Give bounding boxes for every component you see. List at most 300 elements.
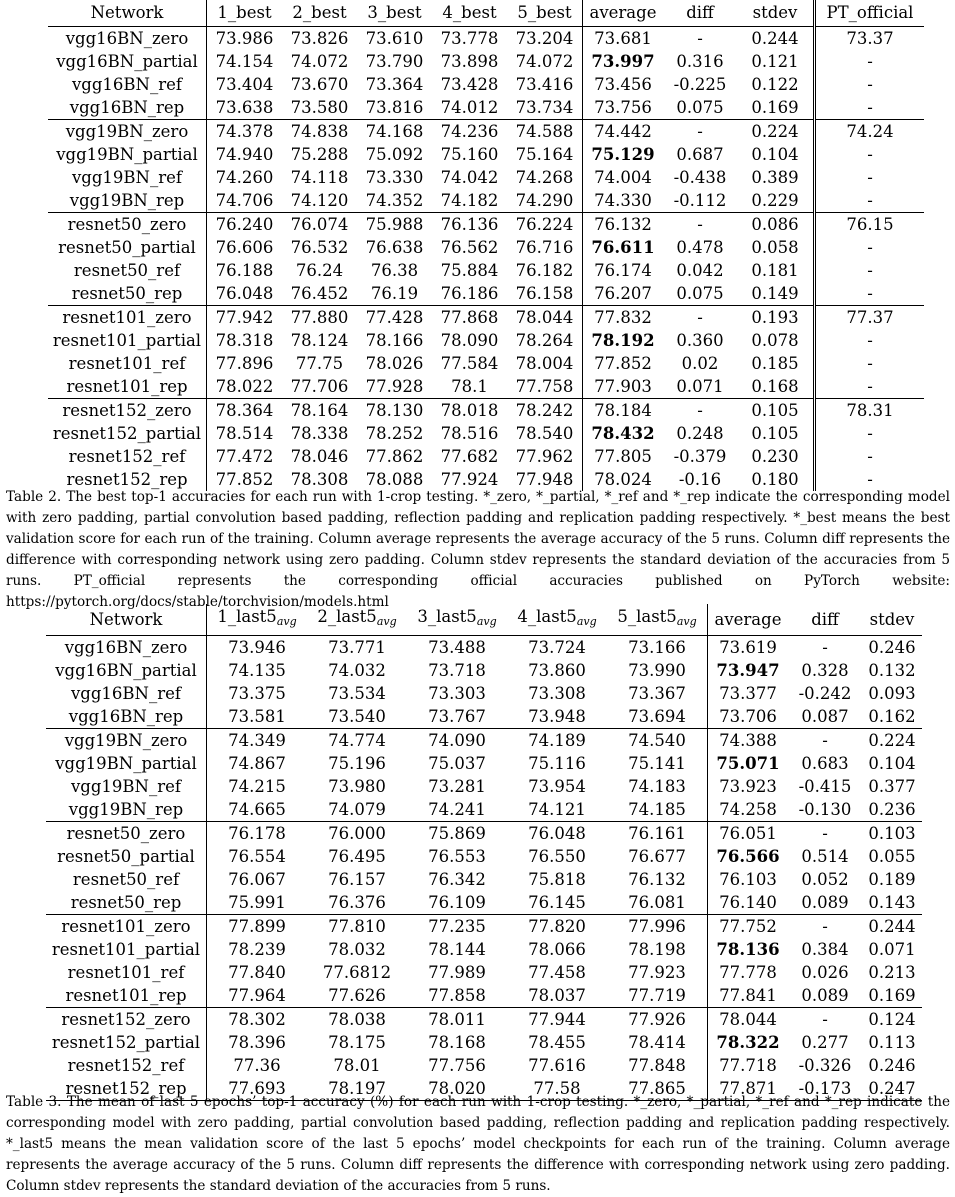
table-row: [46, 705, 922, 729]
run-value: 76.19: [370, 284, 419, 303]
run-value: 74.012: [440, 98, 499, 117]
run-value: 78.396: [207, 1031, 308, 1054]
network-name: vgg19BN_ref: [71, 168, 182, 187]
run-value: 74.349: [207, 729, 308, 753]
network-name: resnet50_ref: [72, 870, 180, 889]
diff-value: -: [788, 1008, 862, 1032]
diff-value: -: [663, 120, 737, 144]
run-value: 74.189: [507, 729, 607, 753]
run-value: 74.079: [328, 800, 386, 819]
network-name: resnet152_partial: [51, 1033, 201, 1052]
network-name: vgg19BN_rep: [69, 191, 185, 210]
run-value: 73.724: [528, 638, 586, 657]
table-3-caption: Table 3. The mean of last 5 epochs’ top-1 accuracy (%) for each run with 1-crop testing. *_zero, *_partial, *_ref and *_rep indicate the corresponding model with zero padding, partial convolution based padding, reflection padding and replication padding respectively. *_last5 means the mean validation score of the last 5 epochs’ model checkpoints for each run of the training. Column average represents the average accuracy of the 5 runs. Column diff represents the difference with corresponding network using zero padding. Column stdev represents the standard deviation of the accuracies from 5 runs.: [6, 1094, 950, 1194]
table-row: [48, 399, 924, 423]
network-name: vgg19BN_zero: [46, 729, 207, 753]
diff-value: 0.384: [801, 940, 849, 959]
column-header: 1_best: [207, 0, 283, 27]
network-name: resnet50_rep: [71, 284, 183, 303]
diff-value: -: [663, 306, 737, 330]
network-name: resnet152_rep: [66, 470, 188, 489]
table-row: [48, 259, 924, 282]
run-value: 77.626: [328, 986, 386, 1005]
run-value: 76.158: [515, 284, 574, 303]
network-name: resnet101_zero: [48, 306, 207, 330]
column-header: [307, 604, 407, 636]
run-value: 78.166: [365, 331, 424, 350]
run-value: 77.758: [515, 377, 574, 396]
run-value: 73.734: [515, 98, 574, 117]
table-row: [48, 143, 924, 166]
table-row: [46, 984, 922, 1008]
run-value: 73.718: [428, 661, 486, 680]
run-value: 78.239: [207, 938, 308, 961]
run-value: 77.584: [440, 354, 499, 373]
diff-value: 0.514: [801, 847, 849, 866]
stdev-value: 0.071: [868, 940, 916, 959]
average-value: 73.947: [708, 659, 789, 682]
run-value: 74.072: [515, 52, 574, 71]
run-value: 78.066: [528, 940, 586, 959]
run-value: 73.581: [207, 705, 308, 729]
stdev-value: 0.244: [751, 29, 799, 48]
diff-value: 0.248: [676, 424, 724, 443]
diff-value: 0.277: [801, 1033, 849, 1052]
run-value: 74.268: [515, 168, 574, 187]
network-name: vgg16BN_rep: [69, 98, 185, 117]
network-name: resnet152_zero: [46, 1008, 207, 1032]
run-value: 78.022: [207, 375, 283, 399]
run-value: 77.706: [290, 377, 349, 396]
run-value: 77.926: [607, 1008, 708, 1032]
run-value: 78.044: [507, 306, 583, 330]
run-value: 78.1: [451, 377, 488, 396]
run-value: 77.858: [428, 986, 486, 1005]
average-value: 78.184: [583, 399, 664, 423]
network-name: resnet152_rep: [46, 1077, 207, 1101]
run-value: 76.562: [440, 238, 499, 257]
column-header-subscript: avg: [276, 615, 297, 628]
table-row: [46, 1054, 922, 1077]
run-value: 74.706: [207, 189, 283, 213]
run-value: 77.820: [507, 915, 607, 939]
average-value: 74.442: [583, 120, 664, 144]
run-value: 73.638: [207, 96, 283, 120]
table-row: [46, 1008, 922, 1032]
diff-value: 0.042: [676, 261, 724, 280]
diff-value: 0.075: [676, 98, 724, 117]
run-value: 78.011: [407, 1008, 507, 1032]
network-name: vgg16BN_rep: [68, 707, 184, 726]
network-name: resnet50_partial: [57, 847, 195, 866]
run-value: 78.004: [515, 354, 574, 373]
average-value: 73.377: [708, 682, 789, 705]
run-value: 78.318: [207, 329, 283, 352]
pt-official-value: -: [815, 189, 925, 213]
stdev-value: 0.121: [751, 52, 799, 71]
diff-value: 0.052: [801, 870, 849, 889]
run-value: 76.495: [328, 847, 386, 866]
diff-value: -0.225: [673, 75, 727, 94]
run-value: 76.677: [628, 847, 686, 866]
run-value: 73.428: [440, 75, 499, 94]
run-value: 77.964: [207, 984, 308, 1008]
column-header: stdev: [737, 0, 815, 27]
table-row: [46, 822, 922, 846]
diff-value: -0.130: [798, 800, 852, 819]
run-value: 73.954: [528, 777, 586, 796]
run-value: 75.288: [290, 145, 349, 164]
diff-value: 0.089: [801, 893, 849, 912]
network-name: vgg19BN_ref: [70, 777, 181, 796]
run-value: 73.330: [365, 168, 424, 187]
table-3: [46, 604, 922, 1101]
average-value: 76.566: [708, 845, 789, 868]
stdev-value: 0.213: [868, 963, 916, 982]
run-value: 74.121: [528, 800, 586, 819]
run-value: 77.840: [207, 961, 308, 984]
column-header-text: 1_last5: [217, 607, 277, 626]
table-row: [46, 845, 922, 868]
column-header-text: 2_last5: [317, 607, 377, 626]
run-value: 73.860: [528, 661, 586, 680]
network-name: resnet50_rep: [70, 893, 182, 912]
run-value: 74.774: [307, 729, 407, 753]
diff-value: -: [788, 729, 862, 753]
average-value: 78.136: [708, 938, 789, 961]
pt-official-value: -: [815, 375, 925, 399]
stdev-value: 0.104: [868, 754, 916, 773]
run-value: 74.867: [207, 752, 308, 775]
average-value: 77.718: [708, 1054, 789, 1077]
network-name: vgg16BN_ref: [71, 75, 182, 94]
average-value: 75.071: [708, 752, 789, 775]
stdev-value: 0.246: [868, 1056, 916, 1075]
run-value: 73.375: [207, 682, 308, 705]
table-row: [46, 682, 922, 705]
run-value: 73.948: [528, 707, 586, 726]
average-value: 78.044: [708, 1008, 789, 1032]
run-value: 76.132: [628, 870, 686, 889]
stdev-value: 0.169: [868, 986, 916, 1005]
run-value: 77.719: [628, 986, 686, 1005]
network-name: vgg19BN_partial: [55, 754, 197, 773]
run-value: 77.756: [428, 1056, 486, 1075]
stdev-value: 0.122: [751, 75, 799, 94]
run-value: 73.816: [365, 98, 424, 117]
run-value: 77.235: [407, 915, 507, 939]
stdev-value: 0.149: [751, 284, 799, 303]
run-value: 73.610: [365, 29, 424, 48]
run-value: 78.175: [328, 1033, 386, 1052]
diff-value: -: [788, 822, 862, 846]
run-value: 78.197: [307, 1077, 407, 1101]
run-value: 73.771: [328, 638, 386, 657]
run-value: 76.136: [432, 213, 507, 237]
run-value: 74.236: [432, 120, 507, 144]
column-header: [507, 604, 607, 636]
average-value: 76.132: [583, 213, 664, 237]
average-value: 77.841: [708, 984, 789, 1008]
run-value: 76.000: [307, 822, 407, 846]
pt-official-value: -: [815, 96, 925, 120]
table-row: [46, 915, 922, 939]
average-value: 77.832: [583, 306, 664, 330]
run-value: 76.554: [207, 845, 308, 868]
column-header: diff: [788, 604, 862, 636]
network-name: resnet101_zero: [46, 915, 207, 939]
run-value: 76.240: [207, 213, 283, 237]
pt-official-value: -: [815, 143, 925, 166]
stdev-value: 0.113: [868, 1033, 916, 1052]
run-value: 77.962: [515, 447, 574, 466]
table-row: [46, 659, 922, 682]
run-value: 77.848: [628, 1056, 686, 1075]
pt-official-value: 78.31: [815, 399, 925, 423]
average-value: 77.871: [708, 1077, 789, 1101]
run-value: 78.516: [440, 424, 499, 443]
run-value: 77.880: [282, 306, 357, 330]
network-name: resnet152_ref: [68, 447, 186, 466]
table-3-block: [0, 604, 955, 1101]
average-value: 74.330: [583, 189, 664, 213]
diff-value: -0.379: [673, 447, 727, 466]
diff-value: -: [663, 213, 737, 237]
average-value: 73.923: [708, 775, 789, 798]
run-value: 73.670: [290, 75, 349, 94]
network-name: vgg16BN_zero: [64, 638, 188, 657]
run-value: 77.899: [207, 915, 308, 939]
stdev-value: 0.246: [868, 638, 916, 657]
stdev-value: 0.236: [868, 800, 916, 819]
table-row: [46, 868, 922, 891]
table-row: [48, 50, 924, 73]
average-value: 73.456: [583, 73, 664, 96]
table-row: [48, 27, 924, 51]
run-value: 73.303: [428, 684, 486, 703]
table-row: [46, 798, 922, 822]
average-value: 74.258: [708, 798, 789, 822]
table-row: [46, 775, 922, 798]
column-header: Network: [48, 0, 207, 27]
header-row: [48, 0, 924, 27]
network-name: resnet50_partial: [58, 238, 196, 257]
column-header-subscript: avg: [576, 615, 597, 628]
average-value: 73.997: [583, 50, 664, 73]
stdev-value: 0.124: [862, 1008, 922, 1032]
run-value: 76.074: [282, 213, 357, 237]
run-value: 76.081: [628, 893, 686, 912]
run-value: 78.302: [207, 1008, 308, 1032]
network-name: vgg16BN_ref: [70, 684, 181, 703]
run-value: 73.404: [207, 73, 283, 96]
run-value: 78.130: [357, 399, 432, 423]
diff-value: 0.02: [681, 354, 719, 373]
network-name: resnet101_ref: [68, 354, 186, 373]
stdev-value: 0.181: [751, 261, 799, 280]
run-value: 73.364: [365, 75, 424, 94]
stdev-value: 0.224: [862, 729, 922, 753]
run-value: 78.164: [282, 399, 357, 423]
run-value: 77.862: [365, 447, 424, 466]
run-value: 73.767: [428, 707, 486, 726]
run-value: 77.868: [432, 306, 507, 330]
run-value: 73.416: [515, 75, 574, 94]
run-value: 74.241: [428, 800, 486, 819]
run-value: 78.088: [365, 470, 424, 489]
network-name: resnet101_ref: [67, 963, 185, 982]
run-value: 78.364: [207, 399, 283, 423]
table-row: [48, 236, 924, 259]
average-value: 77.852: [583, 352, 664, 375]
run-value: 73.204: [515, 29, 574, 48]
stdev-value: 0.103: [862, 822, 922, 846]
run-value: 78.264: [515, 331, 574, 350]
run-value: 74.588: [507, 120, 583, 144]
run-value: 78.046: [290, 447, 349, 466]
diff-value: -: [663, 399, 737, 423]
run-value: 75.141: [628, 754, 686, 773]
diff-value: -0.16: [678, 470, 722, 489]
run-value: 76.716: [515, 238, 574, 257]
table-row: [48, 306, 924, 330]
stdev-value: 0.377: [868, 777, 916, 796]
average-value: 73.756: [583, 96, 664, 120]
run-value: 77.616: [528, 1056, 586, 1075]
stdev-value: 0.230: [751, 447, 799, 466]
network-name: vgg16BN_partial: [55, 661, 197, 680]
run-value: 78.090: [440, 331, 499, 350]
run-value: 74.090: [407, 729, 507, 753]
average-value: 75.129: [583, 143, 664, 166]
table-row: [48, 352, 924, 375]
run-value: 78.038: [307, 1008, 407, 1032]
column-header: average: [708, 604, 789, 636]
column-header: Network: [46, 604, 207, 636]
run-value: 78.455: [528, 1033, 586, 1052]
column-header: [607, 604, 708, 636]
run-value: 75.092: [365, 145, 424, 164]
stdev-value: 0.104: [751, 145, 799, 164]
column-header: diff: [663, 0, 737, 27]
run-value: 73.281: [428, 777, 486, 796]
diff-value: -0.173: [788, 1077, 862, 1101]
stdev-value: 0.229: [751, 191, 799, 210]
pt-official-value: 74.24: [815, 120, 925, 144]
run-value: 76.376: [328, 893, 386, 912]
run-value: 74.118: [290, 168, 349, 187]
run-value: 76.550: [528, 847, 586, 866]
pt-official-value: -: [815, 329, 925, 352]
run-value: 73.694: [628, 707, 686, 726]
run-value: 73.166: [628, 638, 686, 657]
run-value: 74.042: [440, 168, 499, 187]
network-name: resnet50_zero: [48, 213, 207, 237]
average-value: 73.681: [583, 27, 664, 51]
run-value: 73.540: [328, 707, 386, 726]
run-value: 78.018: [432, 399, 507, 423]
pt-official-value: -: [815, 50, 925, 73]
stdev-value: 0.105: [751, 424, 799, 443]
column-header-text: 4_last5: [517, 607, 577, 626]
run-value: 73.534: [328, 684, 386, 703]
run-value: 77.58: [507, 1077, 607, 1101]
run-value: 77.458: [528, 963, 586, 982]
run-value: 77.865: [607, 1077, 708, 1101]
run-value: 73.946: [207, 636, 308, 660]
stdev-value: 0.189: [868, 870, 916, 889]
average-value: 73.619: [708, 636, 789, 660]
run-value: 73.790: [365, 52, 424, 71]
column-header: PT_official: [815, 0, 925, 27]
run-value: 74.182: [440, 191, 499, 210]
run-value: 77.36: [207, 1054, 308, 1077]
table-2-block: [0, 0, 955, 491]
table-row: [46, 961, 922, 984]
run-value: 75.991: [207, 891, 308, 915]
run-value: 73.308: [528, 684, 586, 703]
run-value: 77.948: [515, 470, 574, 489]
diff-value: -0.326: [798, 1056, 852, 1075]
network-name: vgg19BN_rep: [68, 800, 184, 819]
stdev-value: 0.105: [737, 399, 815, 423]
run-value: 76.067: [207, 868, 308, 891]
column-header: 2_best: [282, 0, 357, 27]
average-value: 78.322: [708, 1031, 789, 1054]
pt-official-value: -: [815, 166, 925, 189]
table-row: [46, 636, 922, 660]
table-row: [48, 282, 924, 306]
diff-value: -0.112: [673, 191, 727, 210]
pt-official-value: -: [815, 422, 925, 445]
column-header-subscript: avg: [376, 615, 397, 628]
average-value: 78.432: [583, 422, 664, 445]
run-value: 77.75: [295, 354, 344, 373]
table-2: [48, 0, 924, 491]
diff-value: -0.415: [798, 777, 852, 796]
average-value: 73.706: [708, 705, 789, 729]
run-value: 77.6812: [322, 963, 392, 982]
run-value: 74.838: [282, 120, 357, 144]
pt-official-value: -: [815, 445, 925, 468]
average-value: 78.192: [583, 329, 664, 352]
diff-value: 0.026: [801, 963, 849, 982]
run-value: 75.160: [440, 145, 499, 164]
table-row: [46, 1031, 922, 1054]
diff-value: 0.328: [801, 661, 849, 680]
run-value: 76.606: [207, 236, 283, 259]
diff-value: 0.087: [801, 707, 849, 726]
pt-official-value: 76.15: [815, 213, 925, 237]
table-row: [48, 96, 924, 120]
column-header: 4_best: [432, 0, 507, 27]
diff-value: 0.683: [801, 754, 849, 773]
average-value: 76.611: [583, 236, 664, 259]
run-value: 77.928: [365, 377, 424, 396]
network-name: vgg19BN_zero: [48, 120, 207, 144]
diff-value: 0.316: [676, 52, 724, 71]
stdev-value: 0.093: [868, 684, 916, 703]
run-value: 78.032: [328, 940, 386, 959]
table-row: [48, 329, 924, 352]
diff-value: -: [822, 638, 828, 657]
run-value: 74.183: [628, 777, 686, 796]
header-row: [46, 604, 922, 636]
diff-value: 0.687: [676, 145, 724, 164]
column-header: [207, 604, 308, 636]
pt-official-value: -: [815, 259, 925, 282]
table-row: [46, 752, 922, 775]
